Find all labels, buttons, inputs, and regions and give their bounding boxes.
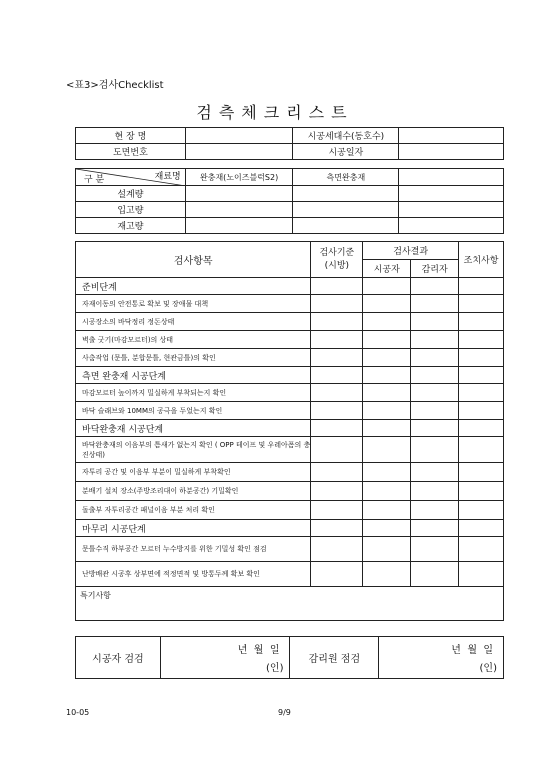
cell xyxy=(311,482,363,501)
supervisor-check-label: 감리원 점검 xyxy=(290,637,379,679)
cell xyxy=(363,482,411,501)
site-info-table xyxy=(75,127,504,160)
cell xyxy=(311,367,363,384)
cell xyxy=(459,313,504,331)
cell xyxy=(363,313,411,331)
cell xyxy=(311,295,363,313)
cell xyxy=(293,218,399,234)
cell xyxy=(411,501,459,520)
cell xyxy=(411,278,459,295)
cell xyxy=(363,402,411,420)
supervisor-date: 년 월 일 xyxy=(451,645,493,656)
cell xyxy=(363,331,411,349)
site-name-value xyxy=(185,128,293,144)
material-col-3 xyxy=(399,169,504,186)
cell xyxy=(459,384,504,402)
cell xyxy=(311,331,363,349)
cell xyxy=(311,384,363,402)
cell xyxy=(363,384,411,402)
design-qty-label: 설계량 xyxy=(76,186,186,202)
cell xyxy=(311,278,363,295)
check-item: 바닥완충재의 이음부의 틈새가 없는지 확인 ( OPP 테이프 및 우레아폼의 충진상태) xyxy=(76,437,311,463)
cell xyxy=(311,420,363,437)
cell xyxy=(185,202,293,218)
materials-diagonal-header xyxy=(76,169,186,186)
cell xyxy=(411,313,459,331)
cell xyxy=(399,218,504,234)
cell xyxy=(363,367,411,384)
cell xyxy=(185,186,293,202)
cell xyxy=(459,537,504,562)
cell xyxy=(311,349,363,367)
check-item: 돌출부 자투리공간 패널이음 부분 처리 확인 xyxy=(76,501,311,520)
document-caption: <표3>검사Checklist xyxy=(66,80,164,91)
cell xyxy=(363,537,411,562)
cell xyxy=(363,437,411,463)
cell xyxy=(459,420,504,437)
check-item: 문틀수직 하부공간 모르터 누수방지를 위한 기밀성 확인 점검 xyxy=(76,537,311,562)
cell xyxy=(459,367,504,384)
check-item: 분배기 설치 장소(주방조리대이 하분공간) 기밀확인 xyxy=(76,482,311,501)
cell xyxy=(459,520,504,537)
cell xyxy=(411,537,459,562)
builder-header: 시공자 xyxy=(363,260,411,278)
supervisor-header: 감리자 xyxy=(411,260,459,278)
cell xyxy=(293,186,399,202)
cell xyxy=(411,349,459,367)
cell xyxy=(459,402,504,420)
cell xyxy=(459,562,504,587)
check-item: 자투리 공간 및 이음부 부분이 밀실하게 부착확인 xyxy=(76,463,311,482)
cell xyxy=(311,402,363,420)
cell xyxy=(411,463,459,482)
check-item: 시공장소의 바닥정리 정돈상태 xyxy=(76,313,311,331)
document-code: 10-05 xyxy=(66,708,90,717)
cell xyxy=(311,437,363,463)
units-value xyxy=(399,128,504,144)
cell xyxy=(459,331,504,349)
received-qty-label: 입고량 xyxy=(76,202,186,218)
cell xyxy=(311,463,363,482)
cell xyxy=(363,420,411,437)
section-title: 마무리 시공단계 xyxy=(76,520,311,537)
cell xyxy=(311,520,363,537)
cell xyxy=(411,402,459,420)
action-header: 조치사항 xyxy=(459,242,504,278)
cell xyxy=(399,202,504,218)
section-title: 준비단계 xyxy=(76,278,311,295)
drawing-number-label: 도면번호 xyxy=(76,144,186,160)
cell xyxy=(311,501,363,520)
cell xyxy=(459,295,504,313)
cell xyxy=(363,562,411,587)
cell xyxy=(399,186,504,202)
builder-seal: (인) xyxy=(266,663,284,674)
cell xyxy=(185,218,293,234)
cell xyxy=(411,562,459,587)
section-title: 바닥완충재 시공단계 xyxy=(76,420,311,437)
inspection-item-header: 검사항목 xyxy=(76,242,311,278)
supervisor-seal: (인) xyxy=(479,663,497,674)
cell xyxy=(411,420,459,437)
cell xyxy=(459,482,504,501)
cell xyxy=(311,313,363,331)
page-number: 9/9 xyxy=(278,708,291,717)
cell xyxy=(411,437,459,463)
builder-date: 년 월 일 xyxy=(237,645,280,656)
cell xyxy=(363,278,411,295)
units-label: 시공세대수(동호수) xyxy=(293,128,399,144)
stock-qty-label: 재고량 xyxy=(76,218,186,234)
cell xyxy=(411,367,459,384)
check-item: 사춤작업 (문틀, 분합문틀, 현관금틀)의 확인 xyxy=(76,349,311,367)
cell xyxy=(363,295,411,313)
cell xyxy=(411,331,459,349)
document-title: 검측체크리스트 xyxy=(196,103,354,122)
cell xyxy=(459,349,504,367)
check-item: 벽출 굿기(마감모르터)의 상태 xyxy=(76,331,311,349)
material-col-1: 완충재(노이즈블럭S2) xyxy=(185,169,293,186)
cell xyxy=(459,501,504,520)
inspection-result-header: 검사결과 xyxy=(363,242,459,260)
cell xyxy=(363,463,411,482)
checklist-table xyxy=(75,241,504,621)
drawing-number-value xyxy=(185,144,293,160)
supervisor-date-cell xyxy=(379,637,504,679)
work-date-value xyxy=(399,144,504,160)
check-item: 난방배관 시공후 상부면에 적정면적 및 방통두께 확보 확인 xyxy=(76,562,311,587)
inspection-standard-header: 검사기준 (시방) xyxy=(311,242,363,278)
builder-check-label: 시공자 검검 xyxy=(76,637,161,679)
signature-table xyxy=(75,636,504,679)
category-label: 구 분 xyxy=(84,175,105,185)
cell xyxy=(411,520,459,537)
cell xyxy=(411,384,459,402)
cell xyxy=(293,202,399,218)
cell xyxy=(459,463,504,482)
builder-date-cell xyxy=(160,637,290,679)
materials-table xyxy=(75,168,504,234)
cell xyxy=(311,537,363,562)
cell xyxy=(363,520,411,537)
cell xyxy=(363,349,411,367)
section-title: 측면 완충재 시공단계 xyxy=(76,367,311,384)
cell xyxy=(459,437,504,463)
work-date-label: 시공일자 xyxy=(293,144,399,160)
cell xyxy=(411,295,459,313)
cell xyxy=(459,278,504,295)
check-item: 자재이동의 안전통로 확보 및 장애물 대책 xyxy=(76,295,311,313)
check-item: 바닥 슬래브와 10MM의 공극을 두었는지 확인 xyxy=(76,402,311,420)
material-col-2: 측면완충재 xyxy=(293,169,399,186)
material-name-label: 재료명 xyxy=(154,172,181,182)
cell xyxy=(311,562,363,587)
remarks-label: 특기사항 xyxy=(76,587,504,621)
cell xyxy=(411,482,459,501)
check-item: 마감모르터 높이까지 밀실하게 부착되는지 확인 xyxy=(76,384,311,402)
site-name-label: 현 장 명 xyxy=(76,128,186,144)
cell xyxy=(363,501,411,520)
